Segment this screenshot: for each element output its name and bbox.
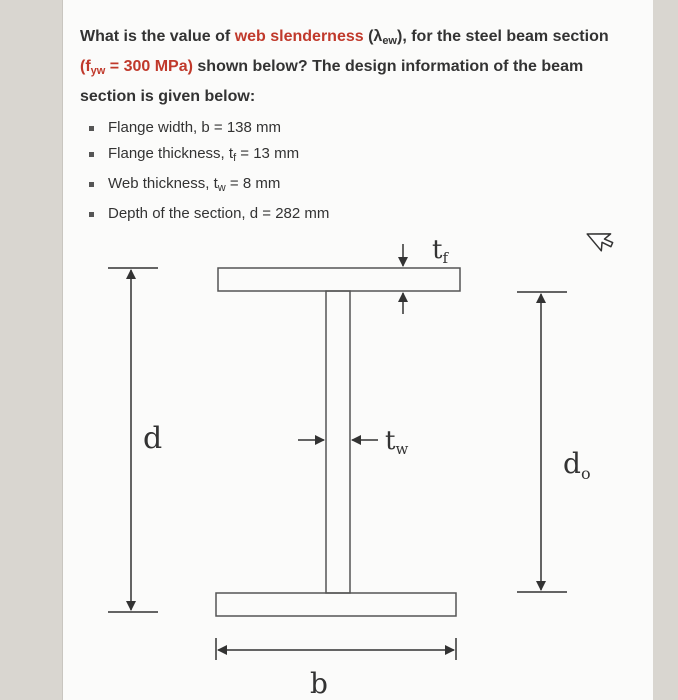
question-part8: design information of the beam [344, 58, 584, 75]
info-flange-width: Flange width, b = 138 mm [86, 115, 329, 141]
info-web-thickness: Web thickness, $t_w = 8$ mm [86, 171, 329, 201]
question-part7: shown below? The [192, 58, 345, 75]
label-tf: tf [432, 235, 449, 267]
web [326, 291, 350, 593]
question-fyw: (fyw = 300 MPa) [80, 58, 193, 77]
label-tw: tw [385, 426, 409, 458]
dimension-do [517, 292, 591, 592]
dimension-d [108, 268, 163, 612]
cursor-arrow-icon [587, 222, 617, 253]
label-d: d [143, 421, 163, 456]
dimension-tw [298, 426, 408, 458]
label-b: b [310, 667, 328, 700]
dimension-tf [403, 235, 449, 314]
question-part4: ), for the steel beam section [397, 28, 609, 45]
question-part1: What is the value of [80, 28, 235, 45]
info-section-depth: Depth of the section, d = 282 mm [86, 201, 329, 227]
dimension-b [216, 638, 456, 700]
question-lambda: (λew [363, 28, 397, 47]
bottom-flange [216, 593, 456, 616]
label-do: $d_o$ [563, 447, 591, 483]
question-highlight-web-slenderness: web slenderness [234, 28, 364, 45]
info-flange-thickness: Flange thickness, $t_f = 13$ mm [86, 141, 329, 171]
question-part9: section is given below: [80, 88, 256, 105]
top-flange [218, 268, 460, 291]
